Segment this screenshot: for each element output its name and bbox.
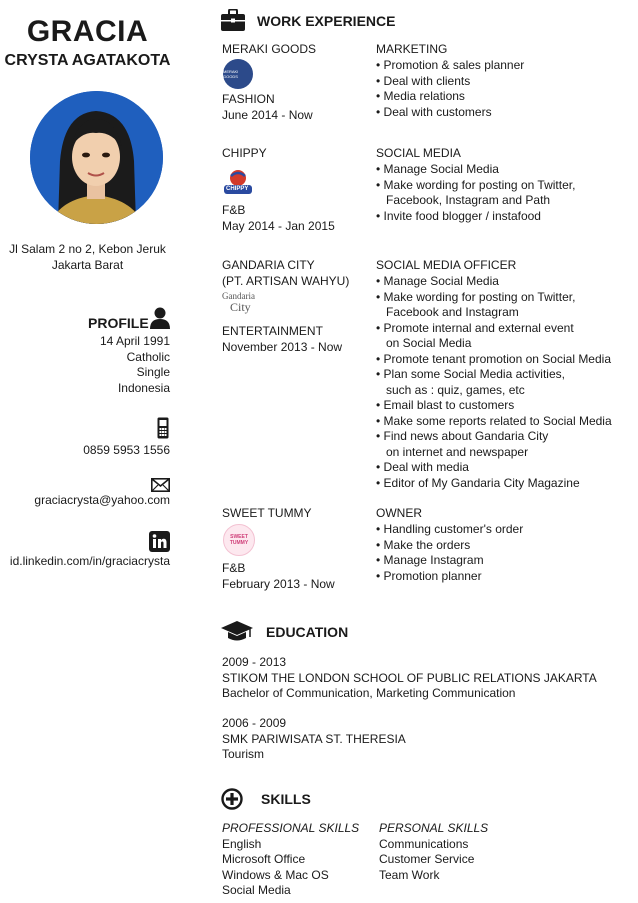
logo-text-2: City — [230, 300, 251, 314]
duty-item: • Deal with media — [376, 460, 469, 474]
email-address[interactable]: graciacrysta@yahoo.com — [34, 493, 170, 507]
skill-item: Customer Service — [379, 852, 475, 866]
skills-title: SKILLS — [261, 791, 311, 807]
education-major: Bachelor of Communication, Marketing Communication — [222, 686, 516, 700]
address-line-2: Jakarta Barat — [51, 257, 124, 272]
education-years: 2006 - 2009 — [222, 716, 287, 730]
duty-item: • Media relations — [376, 89, 465, 103]
birth-date: 14 April 1991 — [99, 334, 170, 348]
job-period: November 2013 - Now — [222, 340, 343, 354]
education-entry — [222, 716, 406, 763]
professional-skills-title: PROFESSIONAL SKILLS — [222, 821, 360, 835]
education-entry — [222, 655, 597, 702]
duty-item: • Plan some Social Media activities, — [376, 367, 565, 381]
job-duties — [376, 162, 575, 224]
duty-item: • Deal with customers — [376, 104, 492, 119]
company-industry: F&B — [222, 203, 246, 217]
job-role: OWNER — [376, 506, 422, 520]
job-duties — [376, 274, 612, 491]
duty-item: • Manage Instagram — [376, 553, 484, 567]
job-period: June 2014 - Now — [222, 108, 313, 122]
job-period: May 2014 - Jan 2015 — [222, 219, 335, 233]
company-logo — [222, 291, 266, 319]
address — [0, 242, 175, 273]
company-logo: SWEET TUMMY — [223, 524, 255, 556]
duty-item: • Editor of My Gandaria City Magazine — [376, 475, 580, 490]
skill-item: Communications — [379, 836, 469, 851]
profile-title: PROFILE — [88, 315, 149, 331]
job-duties — [376, 522, 523, 584]
duty-item: • Email blast to customers — [376, 398, 515, 412]
education-title: EDUCATION — [266, 624, 349, 640]
religion: Catholic — [126, 349, 170, 364]
logo-text: Gandaria — [222, 291, 255, 301]
plus-circle-icon — [221, 788, 243, 810]
duty-item: • Promote internal and external event — [376, 320, 574, 335]
company-industry: F&B — [222, 561, 246, 575]
logo-text: CHIPPY — [226, 186, 249, 192]
personal-skills — [379, 821, 488, 883]
person-icon — [150, 307, 170, 329]
professional-skills — [222, 821, 359, 899]
education-major: Tourism — [222, 747, 265, 761]
skill-item: Microsoft Office — [222, 852, 306, 866]
company-logo — [222, 166, 254, 198]
duty-item: • Handling customer's order — [376, 522, 524, 536]
job-duties — [376, 58, 524, 120]
company-logo: MERAKI GOODS — [223, 59, 253, 89]
profile-heading — [88, 314, 172, 334]
duty-item: Facebook and Instagram — [386, 305, 519, 319]
address-line-1: Jl Salam 2 no 2, Kebon Jeruk — [9, 242, 166, 256]
duty-item: • Promote tenant promotion on Social Media — [376, 351, 611, 366]
linkedin-icon — [149, 531, 170, 552]
briefcase-icon — [221, 9, 245, 31]
company-industry: FASHION — [222, 92, 275, 106]
company-name: SWEET TUMMY — [222, 506, 312, 520]
job-role: SOCIAL MEDIA — [376, 146, 461, 160]
work-experience-title: WORK EXPERIENCE — [257, 13, 396, 29]
duty-item: • Find news about Gandaria City — [376, 429, 549, 443]
mail-icon — [151, 478, 170, 492]
duty-item: • Manage Social Media — [376, 162, 499, 176]
personal-skills-title: PERSONAL SKILLS — [379, 821, 489, 835]
job-role: MARKETING — [376, 42, 448, 56]
nationality: Indonesia — [117, 380, 170, 395]
education-school: SMK PARIWISATA ST. THERESIA — [222, 731, 406, 746]
job-period: February 2013 - Now — [222, 577, 335, 591]
duty-item: • Manage Social Media — [376, 274, 499, 288]
skill-item: Windows & Mac OS — [222, 867, 329, 882]
first-name: GRACIA — [26, 15, 149, 48]
phone-icon — [157, 417, 169, 439]
skill-item: Team Work — [379, 867, 440, 882]
duty-item: Facebook, Instagram and Path — [386, 193, 551, 207]
duty-item: on internet and newspaper — [386, 444, 529, 459]
duty-item: • Invite food blogger / instafood — [376, 208, 541, 223]
phone-number: 0859 5953 1556 — [83, 443, 170, 457]
job-role: SOCIAL MEDIA OFFICER — [376, 258, 517, 272]
education-school: STIKOM THE LONDON SCHOOL OF PUBLIC RELATIONS JAKARTA — [222, 670, 597, 685]
linkedin-url[interactable]: id.linkedin.com/in/graciacrysta — [9, 554, 170, 568]
graduation-cap-icon — [221, 621, 253, 643]
duty-item: • Promotion & sales planner — [376, 58, 525, 72]
profile-photo — [30, 91, 163, 224]
company-name: MERAKI GOODS — [222, 42, 317, 56]
duty-item: • Make some reports related to Social Media — [376, 413, 612, 428]
duty-item: • Make wording for posting on Twitter, — [376, 177, 576, 192]
duty-item: • Promotion planner — [376, 568, 482, 583]
duty-item: • Make wording for posting on Twitter, — [376, 289, 576, 304]
duty-item: such as : quiz, games, etc — [386, 382, 525, 397]
company-legal-name: (PT. ARTISAN WAHYU) — [222, 274, 350, 288]
skill-item: Social Media — [222, 883, 291, 897]
duty-item: • Deal with clients — [376, 73, 471, 88]
duty-item: • Make the orders — [376, 537, 471, 552]
company-name: CHIPPY — [222, 146, 267, 160]
company-industry: ENTERTAINMENT — [222, 324, 323, 338]
last-name: CRYSTA AGATAKOTA — [4, 52, 171, 69]
duty-item: on Social Media — [386, 336, 472, 350]
education-years: 2009 - 2013 — [222, 655, 287, 669]
skill-item: English — [222, 836, 262, 851]
company-name: GANDARIA CITY — [222, 258, 315, 272]
profile-details — [20, 334, 170, 396]
marital-status: Single — [136, 365, 170, 379]
